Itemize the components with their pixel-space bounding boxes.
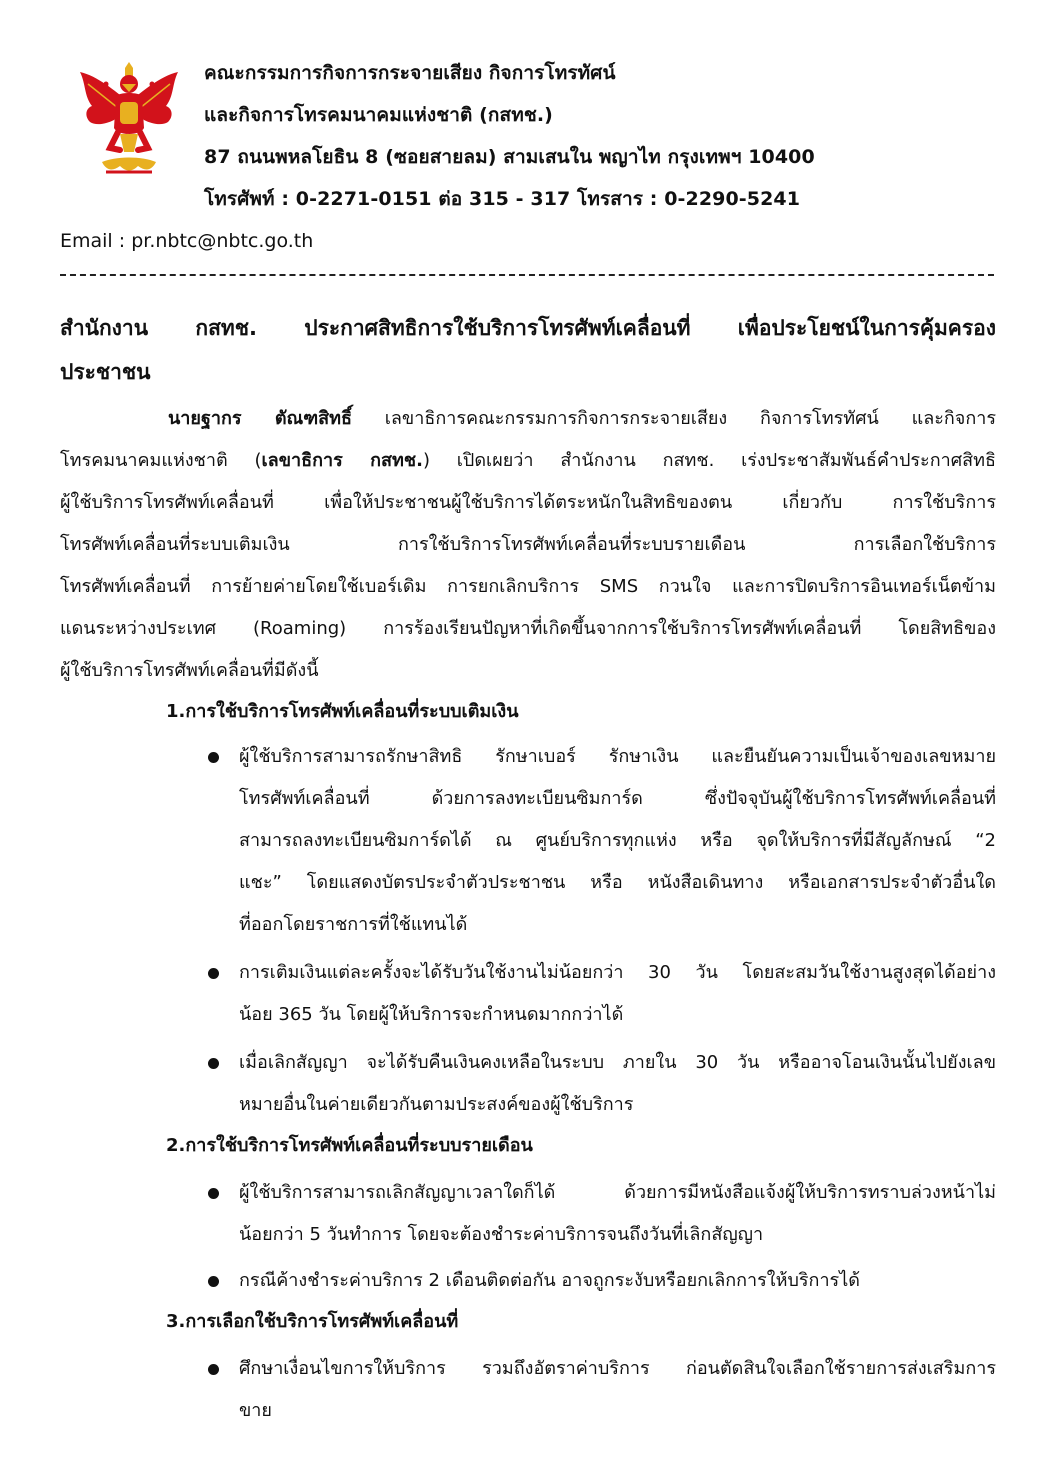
garuda-emblem-icon bbox=[76, 62, 182, 182]
press-release-title bbox=[60, 306, 996, 394]
intro-line bbox=[60, 440, 996, 482]
intro-bold-text: เลขาธิการ กสทช. bbox=[261, 450, 423, 471]
list-item-line: สามารถลงทะเบียนซิมการ์ดได้ ณ ศูนย์บริการทุกแห่ง หรือ จุดให้บริการที่มีสัญลักษณ์ “2 bbox=[239, 830, 996, 851]
org-name-line1: คณะกรรมการกิจการกระจายเสียง กิจการโทรทัศน์ bbox=[204, 62, 616, 84]
list-item-line: การเติมเงินแต่ละครั้งจะได้รับวันใช้งานไม่น้อยกว่า 30 วัน โดยสะสมวันใช้งานสูงสุดได้อย่าง bbox=[239, 962, 996, 983]
intro-line: แดนระหว่างประเทศ (Roaming) การร้องเรียนปัญหาที่เกิดขึ้นจากการใช้บริการโทรศัพท์เคลื่อนที่ โดยสิทธิของ bbox=[60, 618, 996, 639]
header-divider bbox=[60, 274, 994, 276]
bullet-icon bbox=[208, 1188, 219, 1199]
bullet-icon bbox=[208, 1364, 219, 1375]
list-item-line: ผู้ใช้บริการสามารถรักษาสิทธิ รักษาเบอร์ รักษาเงิน และยืนยันความเป็นเจ้าของเลขหมาย bbox=[239, 746, 996, 767]
list-item-line: กรณีค้างชำระค่าบริการ 2 เดือนติดต่อกัน อาจถูกระงับหรือยกเลิกการให้บริการได้ bbox=[239, 1270, 860, 1291]
section-heading: 2.การใช้บริการโทรศัพท์เคลื่อนที่ระบบรายเดือน bbox=[166, 1135, 533, 1156]
title-line2: ประชาชน bbox=[60, 360, 151, 384]
title-line1: สำนักงาน กสทช. ประกาศสิทธิการใช้บริการโทรศัพท์เคลื่อนที่ เพื่อประโยชน์ในการคุ้มครอง bbox=[60, 316, 996, 340]
intro-line: โทรศัพท์เคลื่อนที่ การย้ายค่ายโดยใช้เบอร์เดิม การยกเลิกบริการ SMS กวนใจ และการปิดบริการอินเทอร์เน็ตข้าม bbox=[60, 576, 996, 597]
intro-line: โทรศัพท์เคลื่อนที่ระบบเติมเงิน การใช้บริการโทรศัพท์เคลื่อนที่ระบบรายเดือน การเลือกใช้บริการ bbox=[60, 534, 996, 555]
bullet-icon bbox=[208, 1058, 219, 1069]
intro-text: โทรคมนาคมแห่งชาติ ( bbox=[60, 450, 262, 471]
intro-text: เลขาธิการคณะกรรมการกิจการกระจายเสียง กิจการโทรทัศน์ และกิจการ bbox=[352, 408, 997, 429]
letterhead bbox=[204, 52, 1024, 220]
list-item-line: เมื่อเลิกสัญญา จะได้รับคืนเงินคงเหลือในระบบ ภายใน 30 วัน หรืออาจโอนเงินนั้นไปยังเลข bbox=[239, 1052, 996, 1073]
intro-paragraph bbox=[60, 398, 996, 692]
secretary-name: นายฐากร ตัณฑสิทธิ์ bbox=[168, 408, 353, 429]
list-item-line: หมายอื่นในค่ายเดียวกันตามประสงค์ของผู้ใช้บริการ bbox=[239, 1094, 634, 1115]
list-item-line: ขาย bbox=[239, 1400, 272, 1421]
list-item-line: น้อย 365 วัน โดยผู้ให้บริการจะกำหนดมากกว่าได้ bbox=[239, 1004, 624, 1025]
org-name-line2: และกิจการโทรคมนาคมแห่งชาติ (กสทช.) bbox=[204, 104, 553, 126]
org-address: 87 ถนนพหลโยธิน 8 (ซอยสายลม) สามเสนใน พญาไท กรุงเทพฯ 10400 bbox=[204, 146, 815, 168]
org-phone-fax: โทรศัพท์ : 0-2271-0151 ต่อ 315 - 317 โทรสาร : 0-2290-5241 bbox=[204, 188, 801, 210]
org-email: Email : pr.nbtc@nbtc.go.th bbox=[60, 230, 314, 252]
intro-line: ผู้ใช้บริการโทรศัพท์เคลื่อนที่มีดังนี้ bbox=[60, 660, 319, 681]
bullet-icon bbox=[208, 752, 219, 763]
intro-text: ) เปิดเผยว่า สำนักงาน กสทช. เร่งประชาสัมพันธ์คำประกาศสิทธิ bbox=[422, 450, 996, 471]
list-item-line: ที่ออกโดยราชการที่ใช้แทนได้ bbox=[239, 914, 468, 935]
section-heading: 1.การใช้บริการโทรศัพท์เคลื่อนที่ระบบเติมเงิน bbox=[166, 701, 519, 722]
intro-line: ผู้ใช้บริการโทรศัพท์เคลื่อนที่ เพื่อให้ประชาชนผู้ใช้บริการได้ตระหนักในสิทธิของตน เกี่ยวกับ การใช้บริการ bbox=[60, 492, 996, 513]
bullet-icon bbox=[208, 968, 219, 979]
section-heading: 3.การเลือกใช้บริการโทรศัพท์เคลื่อนที่ bbox=[166, 1311, 459, 1332]
intro-line bbox=[60, 398, 996, 440]
list-item-line: ศึกษาเงื่อนไขการให้บริการ รวมถึงอัตราค่าบริการ ก่อนตัดสินใจเลือกใช้รายการส่งเสริมการ bbox=[239, 1358, 996, 1379]
bullet-icon bbox=[208, 1276, 219, 1287]
list-item-line: น้อยกว่า 5 วันทำการ โดยจะต้องชำระค่าบริการจนถึงวันที่เลิกสัญญา bbox=[239, 1224, 764, 1245]
list-item-line: ผู้ใช้บริการสามารถเลิกสัญญาเวลาใดก็ได้ ด้วยการมีหนังสือแจ้งผู้ให้บริการทราบล่วงหน้าไม่ bbox=[239, 1182, 996, 1203]
list-item-line: แชะ” โดยแสดงบัตรประจำตัวประชาชน หรือ หนังสือเดินทาง หรือเอกสารประจำตัวอื่นใด bbox=[239, 872, 996, 893]
list-item-line: โทรศัพท์เคลื่อนที่ ด้วยการลงทะเบียนซิมการ์ด ซึ่งปัจจุบันผู้ใช้บริการโทรศัพท์เคลื่อนที่ bbox=[239, 788, 996, 809]
